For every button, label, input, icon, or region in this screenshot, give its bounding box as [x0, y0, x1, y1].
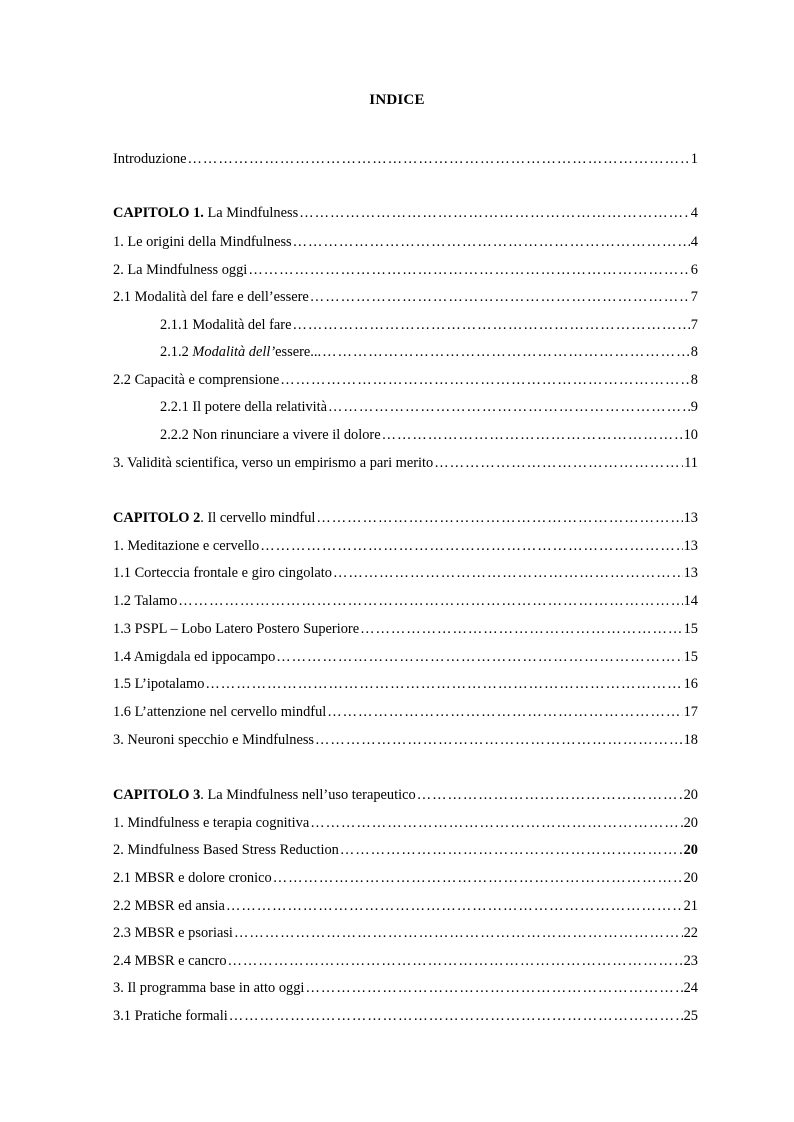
toc-entry: [113, 288, 698, 306]
toc-entry: [113, 1007, 698, 1025]
toc-page-number: 6: [690, 262, 698, 278]
dot-leader: [340, 841, 683, 859]
toc-page-number: 10: [683, 427, 698, 443]
dot-leader: [248, 261, 689, 279]
toc-page-number: 20: [683, 787, 698, 803]
toc-page-number: 4: [690, 234, 698, 250]
dot-leader: [434, 454, 683, 472]
dot-leader: [178, 592, 682, 610]
toc-entry: [113, 952, 698, 970]
toc-page-number: 13: [683, 510, 698, 526]
toc-label: 1. Le origini della Mindfulness: [113, 234, 292, 250]
chapter-heading: CAPITOLO 3: [113, 787, 201, 803]
toc-page-number: 23: [683, 953, 698, 969]
dot-leader: [333, 564, 683, 582]
chapter-title: La Mindfulness: [203, 205, 299, 221]
toc-label: 2.2 MBSR ed ansia: [113, 898, 225, 914]
dot-leader: [322, 343, 690, 361]
chapter-title: . Il cervello mindful: [200, 510, 316, 526]
toc-label: 2.1.1 Modalità del fare: [160, 317, 292, 333]
toc-label: 2.2.1 Il potere della relatività: [160, 399, 328, 415]
toc-label: 2.1 MBSR e dolore cronico: [113, 870, 272, 886]
toc-entry: [113, 924, 698, 942]
toc-page-number: 7: [690, 289, 698, 305]
toc-entry: [160, 398, 698, 416]
toc-label: [113, 509, 315, 527]
toc-entry: [113, 261, 698, 279]
toc-page-number: 24: [683, 980, 698, 996]
toc-page-number: 8: [690, 372, 698, 388]
toc-entry: [113, 675, 698, 693]
toc-entry: [160, 343, 698, 361]
toc-label: 3. Il programma base in atto oggi: [113, 980, 305, 996]
dot-leader: [310, 288, 690, 306]
toc-page-number: 20: [683, 870, 698, 886]
toc-page-number: 13: [683, 565, 698, 581]
toc-page-number: 17: [683, 704, 698, 720]
toc-page-number: 16: [683, 676, 698, 692]
toc-page-number: 15: [683, 649, 698, 665]
toc-entry: [113, 564, 698, 582]
toc-page-number: 13: [683, 538, 698, 554]
toc-entry: [113, 814, 698, 832]
toc-entry: [113, 897, 698, 915]
toc-label: [113, 204, 298, 222]
toc-label: [113, 786, 416, 804]
toc-label: 3. Neuroni specchio e Mindfulness: [113, 732, 315, 748]
toc-entry: [113, 592, 698, 610]
toc-label-prefix: 2.1.2: [160, 344, 193, 360]
dot-leader: [273, 869, 683, 887]
dot-leader: [328, 398, 690, 416]
dot-leader: [327, 703, 682, 721]
dot-leader: [382, 426, 683, 444]
toc-label: 2.3 MBSR e psoriasi: [113, 925, 233, 941]
toc-page-number: 7: [690, 317, 698, 333]
toc-label: 2.2.2 Non rinunciare a vivere il dolore: [160, 427, 381, 443]
dot-leader: [292, 316, 689, 334]
toc-label: 3.1 Pratiche formali: [113, 1008, 228, 1024]
dot-leader: [260, 537, 682, 555]
toc-page-number: 25: [683, 1008, 698, 1024]
toc-label: 2. Mindfulness Based Stress Reduction: [113, 842, 339, 858]
toc-entry: [113, 371, 698, 389]
toc-entry: [113, 841, 698, 859]
toc-label: 2.1 Modalità del fare e dell’essere: [113, 289, 309, 305]
toc-page-number: 22: [683, 925, 698, 941]
toc-label: 1.1 Corteccia frontale e giro cingolato: [113, 565, 332, 581]
dot-leader: [276, 648, 682, 666]
toc-entry: [113, 454, 698, 472]
toc-page-number: 8: [690, 344, 698, 360]
toc-label: Introduzione: [113, 151, 187, 167]
dot-leader: [226, 897, 683, 915]
toc-page-number: 15: [683, 621, 698, 637]
toc-page-number: 21: [683, 898, 698, 914]
toc-entry: [113, 703, 698, 721]
dot-leader: [316, 509, 682, 527]
toc-page-number: 4: [690, 205, 698, 221]
toc-entry: [113, 233, 698, 251]
dot-leader: [228, 952, 683, 970]
toc-label: 1. Mindfulness e terapia cognitiva: [113, 815, 310, 831]
dot-leader: [188, 150, 690, 168]
toc-page-number: 18: [683, 732, 698, 748]
dot-leader: [310, 814, 682, 832]
toc-label: 1.2 Talamo: [113, 593, 178, 609]
toc-label: 2. La Mindfulness oggi: [113, 262, 248, 278]
toc-entry: [113, 869, 698, 887]
dot-leader: [299, 204, 690, 222]
toc-page-number: 1: [690, 151, 698, 167]
toc-page-number: 14: [683, 593, 698, 609]
toc-entry: [113, 537, 698, 555]
toc-chapter-2: [113, 509, 698, 527]
dot-leader: [293, 233, 690, 251]
toc-label: 1. Meditazione e cervello: [113, 538, 260, 554]
toc-chapter-3: [113, 786, 698, 804]
chapter-heading: CAPITOLO 2: [113, 510, 201, 526]
dot-leader: [305, 979, 682, 997]
dot-leader: [280, 371, 690, 389]
toc-label: 1.5 L’ipotalamo: [113, 676, 205, 692]
toc-entry: [113, 979, 698, 997]
toc-label: 1.4 Amigdala ed ippocampo: [113, 649, 276, 665]
toc-label: 2.4 MBSR e cancro: [113, 953, 227, 969]
toc-page-number: 9: [690, 399, 698, 415]
dot-leader: [205, 675, 682, 693]
toc-entry: [113, 620, 698, 638]
toc-page-number: 11: [684, 455, 698, 471]
page-title: INDICE: [369, 92, 425, 108]
toc-page-number: 20: [683, 842, 698, 858]
toc-entry-introduzione: [113, 150, 698, 168]
dot-leader: [315, 731, 683, 749]
dot-leader: [417, 786, 683, 804]
toc-entry: [113, 731, 698, 749]
dot-leader: [229, 1007, 683, 1025]
toc-label: [160, 343, 321, 361]
toc-entry: [160, 426, 698, 444]
toc-label: 1.3 PSPL – Lobo Latero Postero Superiore: [113, 621, 360, 637]
dot-leader: [234, 924, 683, 942]
chapter-heading: CAPITOLO 1.: [113, 205, 204, 221]
toc-label-suffix: essere...: [275, 344, 322, 360]
dot-leader: [360, 620, 683, 638]
chapter-title: . La Mindfulness nell’uso terapeutico: [200, 787, 416, 803]
toc-chapter-1: [113, 204, 698, 222]
toc-label-italic: Modalità dell’: [192, 344, 276, 360]
toc-label: 3. Validità scientifica, verso un empirismo a pari merito: [113, 455, 434, 471]
toc-entry: [160, 316, 698, 334]
toc-label: 1.6 L’attenzione nel cervello mindful: [113, 704, 327, 720]
toc-label: 2.2 Capacità e comprensione: [113, 372, 280, 388]
toc-page-number: 20: [683, 815, 698, 831]
toc-entry: [113, 648, 698, 666]
